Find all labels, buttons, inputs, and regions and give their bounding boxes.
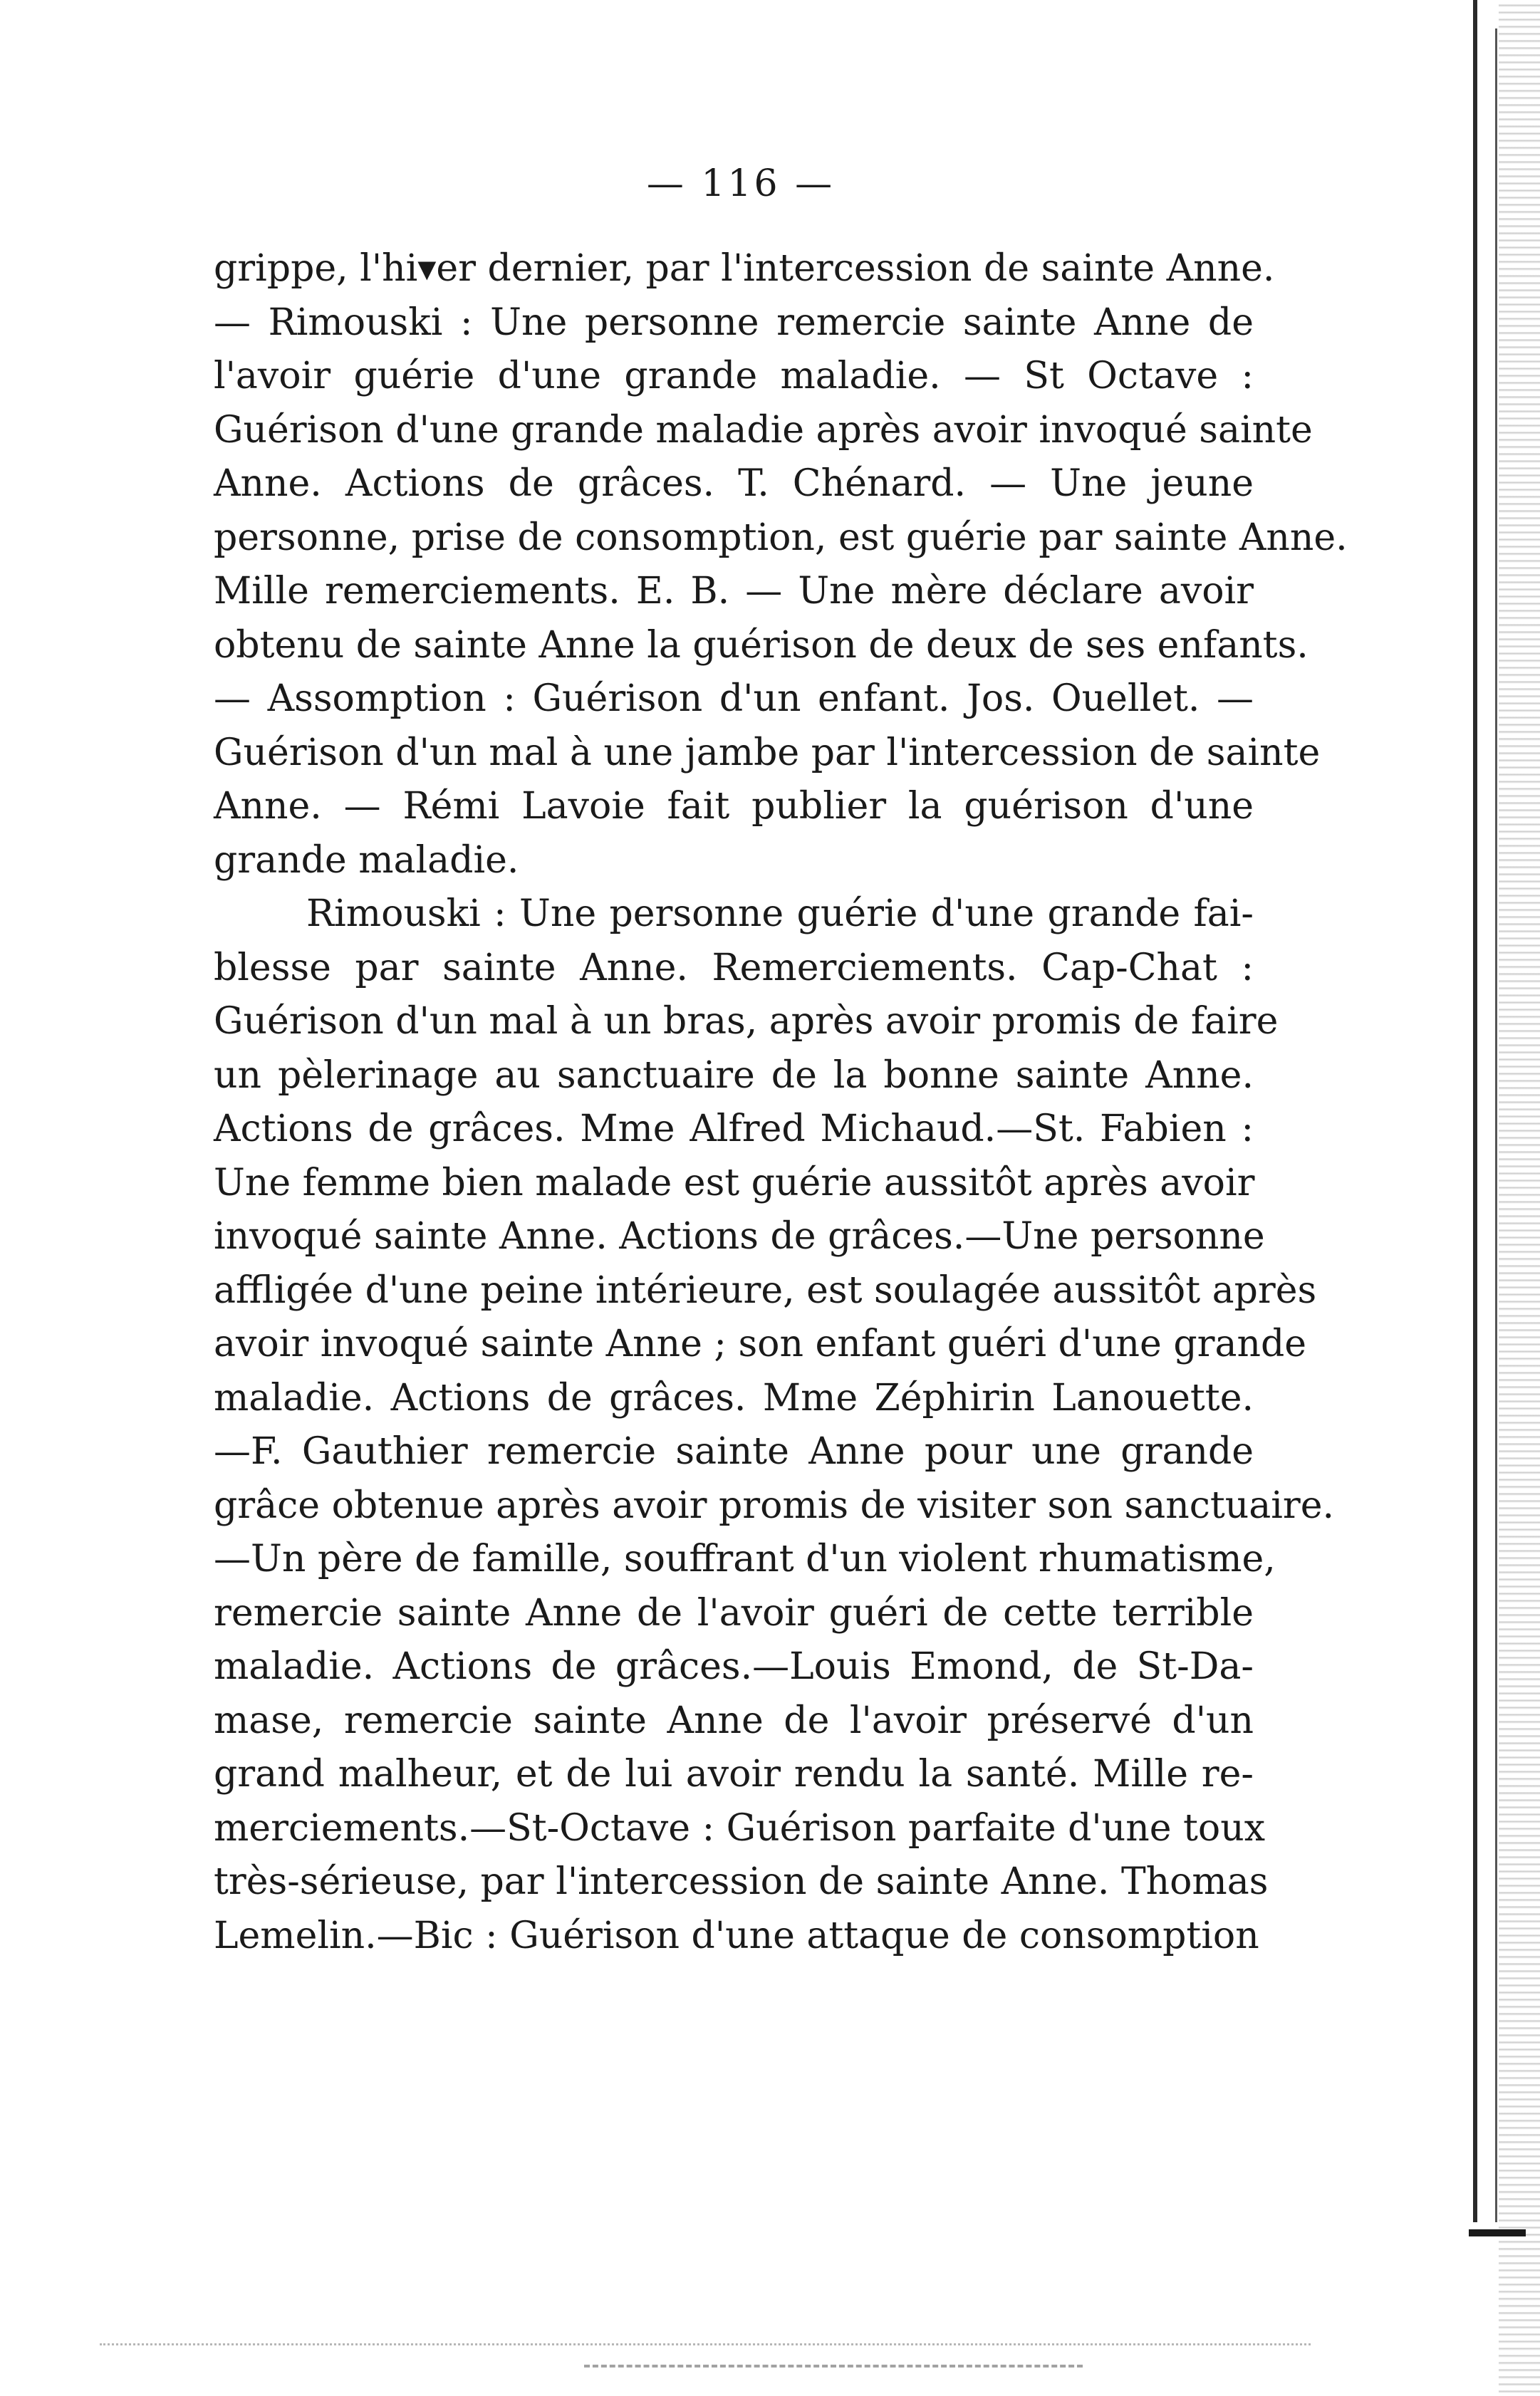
text-line: Rimouski : Une personne guérie d'une grande fai- [306,892,1254,935]
text-line: très-sérieuse, par l'intercession de sainte Anne. Thomas [214,1860,1269,1903]
page-edge-line [1495,28,1497,2222]
scan-artifact [100,2343,1311,2353]
text-line: —F. Gauthier remercie sainte Anne pour une grande [214,1430,1254,1473]
text-line: maladie. Actions de grâces.—Louis Emond, de St-Da- [214,1645,1254,1688]
scan-artifact [584,2365,1083,2372]
text-line: Guérison d'un mal à une jambe par l'intercession de sainte [214,731,1321,774]
text-line: remercie sainte Anne de l'avoir guéri de cette terrible [214,1591,1254,1635]
text-line: invoqué sainte Anne. Actions de grâces.—Une personne [214,1215,1265,1258]
text-line: —Un père de famille, souffrant d'un violent rhumatisme, [214,1538,1276,1580]
text-line: — Assomption : Guérison d'un enfant. Jos. Ouellet. — [214,677,1254,720]
text-line: obtenu de sainte Anne la guérison de deux de ses enfants. [214,623,1309,667]
text-line: grippe, l'hi▾er dernier, par l'intercession de sainte Anne. [214,247,1275,290]
page-edge-shadow [1455,0,1540,2396]
text-line: Guérison d'une grande maladie après avoir invoqué sainte [214,408,1313,452]
text-line: Mille remerciements. E. B. — Une mère déclare avoir [214,570,1254,613]
page-number: — 116 — [646,162,836,205]
text-line: affligée d'une peine intérieure, est soulagée aussitôt après [214,1269,1317,1312]
page-edge-texture [1499,0,1540,2396]
body-text [214,242,1348,1963]
text-line: grande maladie. [214,838,519,882]
text-line: Guérison d'un mal à un bras, après avoir promis de faire [214,1000,1279,1043]
page-edge-line [1473,0,1477,2222]
text-line: maladie. Actions de grâces. Mme Zéphirin Lanouette. [214,1376,1254,1420]
text-line: mase, remercie sainte Anne de l'avoir préservé d'un [214,1699,1254,1742]
text-line: Lemelin.—Bic : Guérison d'une attaque de consomption [214,1914,1259,1957]
text-line: l'avoir guérie d'une grande maladie. — St Octave : [214,355,1254,397]
text-line: merciements.—St-Octave : Guérison parfaite d'une toux [214,1806,1266,1850]
page-edge-foot [1469,2201,1526,2236]
text-line: blesse par sainte Anne. Remerciements. Cap-Chat : [214,946,1254,989]
text-line: — Rimouski : Une personne remercie sainte Anne de [214,301,1254,344]
text-line: grand malheur, et de lui avoir rendu la santé. Mille re- [214,1753,1254,1796]
text-line: avoir invoqué sainte Anne ; son enfant guéri d'une grande [214,1323,1307,1365]
text-line: Anne. — Rémi Lavoie fait publier la guérison d'une [214,785,1254,828]
text-line: un pèlerinage au sanctuaire de la bonne sainte Anne. [214,1053,1254,1097]
text-line: personne, prise de consomption, est guérie par sainte Anne. [214,516,1348,559]
text-line: Actions de grâces. Mme Alfred Michaud.—St. Fabien : [214,1108,1254,1150]
text-line: Une femme bien malade est guérie aussitôt après avoir [214,1161,1255,1204]
text-line: Anne. Actions de grâces. T. Chénard. — Une jeune [214,462,1254,505]
text-line: grâce obtenue après avoir promis de visiter son sanctuaire. [214,1484,1335,1527]
